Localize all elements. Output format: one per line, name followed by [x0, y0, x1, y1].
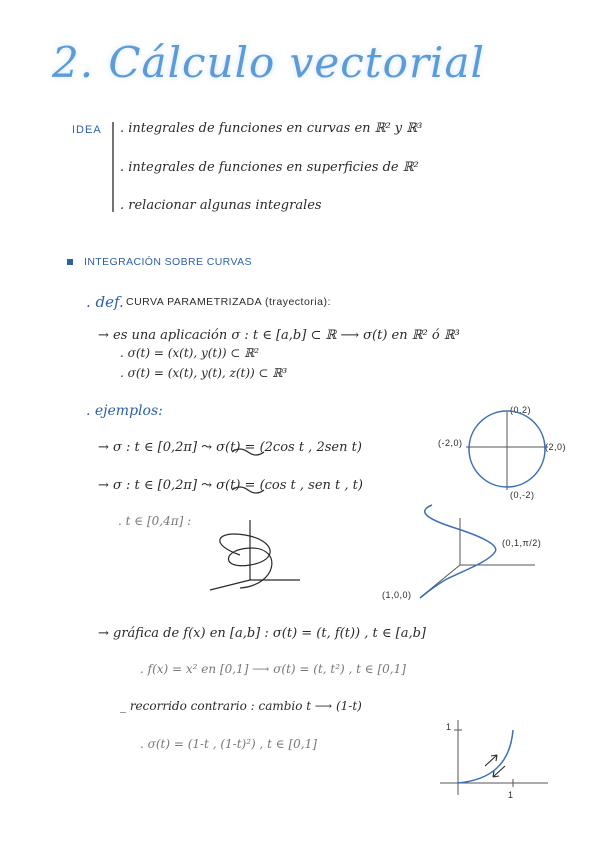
direction-arrow-icon-up [485, 755, 497, 766]
graph-line-2: . f(x) = x² en [0,1] ⟶ σ(t) = (t, t²) , t ∈ [0,1] [140, 662, 406, 676]
circle-label-left: (-2,0) [438, 438, 463, 448]
parabola-curve [458, 730, 513, 783]
helix-curve [420, 505, 496, 598]
graph-axis-x-label: 1 [508, 790, 514, 800]
helix-label-bottom: (1,0,0) [382, 590, 412, 600]
idea-item-3: . relacionar algunas integrales [120, 198, 322, 213]
graph-axis-y-label: 1 [446, 722, 452, 732]
examples-marker: . ejemplos: [86, 403, 163, 419]
helix-sketch [420, 505, 535, 598]
parabola-graph [440, 720, 548, 795]
definition-line-3: . σ(t) = (x(t), y(t), z(t)) ⊂ ℝ³ [120, 366, 288, 380]
idea-item-1: . integrales de funciones en curvas en ℝ² y ℝ³ [120, 121, 423, 136]
circle-graph [466, 411, 548, 490]
section-title: INTEGRACIÓN SOBRE CURVAS [84, 256, 252, 268]
graph-line-1: → gráfica de f(x) en [a,b] : σ(t) = (t, f(t)) , t ∈ [a,b] [98, 626, 426, 641]
definition-line-1: → es una aplicación σ : t ∈ [a,b] ⊂ ℝ ⟶ σ(t) en ℝ² ó ℝ³ [98, 328, 460, 343]
coil-sketch [210, 520, 300, 590]
helix-label-top: (0,1,π/2) [502, 538, 542, 548]
circle-label-top: (0,2) [510, 405, 532, 415]
example-2: → σ : t ∈ [0,2π] ⤳ σ(t) = (cos t , sen t , t) [98, 478, 363, 493]
idea-item-2: . integrales de funciones en superficies de ℝ² [120, 160, 419, 175]
page-title: 2. Cálculo vectorial [52, 38, 485, 87]
definition-line-2: . σ(t) = (x(t), y(t)) ⊂ ℝ² [120, 346, 260, 360]
definition-label: CURVA PARAMETRIZADA (trayectoria): [126, 296, 331, 308]
definition-marker: . def. [86, 293, 124, 311]
direction-arrow-icon-down [493, 766, 505, 777]
idea-label: IDEA [72, 124, 102, 136]
graph-line-4: . σ(t) = (1-t , (1-t)²) , t ∈ [0,1] [140, 737, 317, 751]
circle-label-right: (2,0) [545, 442, 567, 452]
squiggle-arrow-icon-2 [232, 487, 264, 493]
circle-label-bottom: (0,-2) [510, 490, 535, 500]
graph-line-3: _ recorrido contrario : cambio t ⟶ (1-t) [120, 699, 362, 713]
example-3: . t ∈ [0,4π] : [118, 514, 192, 528]
example-1: → σ : t ∈ [0,2π] ⤳ σ(t) = (2cos t , 2sen t) [98, 440, 362, 455]
squiggle-arrow-icon-1 [232, 449, 264, 455]
